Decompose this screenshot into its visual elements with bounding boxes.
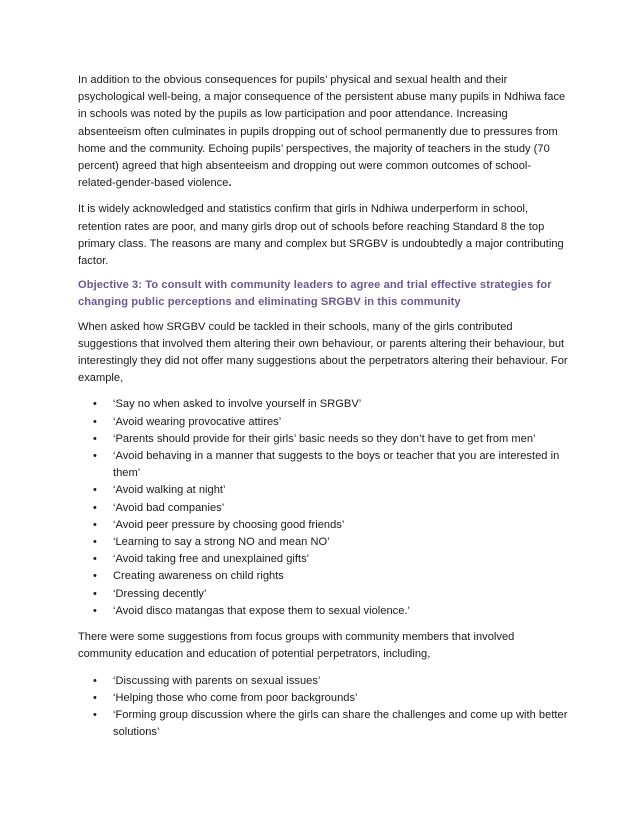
list-item-text: ‘Helping those who come from poor backgrounds’	[113, 691, 358, 704]
bullet-icon: •	[93, 708, 97, 721]
bullet-icon: •	[93, 432, 97, 445]
list-item	[78, 396, 568, 413]
bullet-icon: •	[93, 674, 97, 687]
bullet-icon: •	[93, 604, 97, 617]
list-item	[78, 500, 568, 517]
list-item-text: ‘Avoid disco matangas that expose them to sexual violence.’	[113, 604, 410, 617]
paragraph-consequences-text: In addition to the obvious consequences for pupils’ physical and sexual health and their psychological well-being, a major consequence of the persistent abuse many pupils in Ndhiwa face in schools was noted by the pupils as low participation and poor attendance. Increasing absenteeism often culminates in pupils dropping out of school permanently due to pressures from home and the community. Echoing pupils’ perspectives, the majority of teachers in the study (70 percent) agreed that high absenteeism and dropping out were common outcomes of school-related-gender-based violence	[78, 74, 566, 190]
paragraph-consequences-end: .	[228, 177, 232, 190]
list-item-text: ‘Avoid taking free and unexplained gifts’	[113, 553, 310, 566]
bullet-icon: •	[93, 536, 97, 549]
list-item	[78, 690, 568, 707]
paragraph-consequences	[78, 72, 568, 192]
bullet-icon: •	[93, 691, 97, 704]
girls-suggestions-list	[78, 396, 568, 620]
list-item	[78, 673, 568, 690]
bullet-icon: •	[93, 570, 97, 583]
bullet-icon: •	[93, 587, 97, 600]
list-item-text: ‘Avoid behaving in a manner that suggests to the boys or teacher that you are interested in them’	[113, 450, 560, 480]
bullet-icon: •	[93, 553, 97, 566]
list-item-text: ‘Avoid peer pressure by choosing good friends’	[113, 518, 345, 531]
list-item	[78, 431, 568, 448]
paragraph-underperformance: It is widely acknowledged and statistics confirm that girls in Ndhiwa underperform in school, retention rates are poor, and many girls drop out of schools before reaching Standard 8 the top primary class. The reasons are many and complex but SRGBV is undoubtedly a major contributing factor.	[78, 203, 564, 268]
paragraph-girls-suggestions-intro: When asked how SRGBV could be tackled in their schools, many of the girls contributed suggestions that involved them altering their own behaviour, or parents altering their behaviour, but interestingly they did not offer many suggestions about the perpetrators altering their behaviour. For example,	[78, 320, 568, 385]
document-page	[78, 72, 568, 750]
list-item	[78, 707, 568, 741]
list-item-text: ‘Discussing with parents on sexual issues’	[113, 674, 321, 687]
list-item	[78, 534, 568, 551]
bullet-icon: •	[93, 518, 97, 531]
list-item-text: ‘Parents should provide for their girls’ basic needs so they don’t have to get from men’	[113, 432, 536, 445]
list-item-text: ‘Say no when asked to involve yourself in SRGBV’	[113, 398, 362, 411]
list-item	[78, 482, 568, 499]
list-item-text: ‘Avoid wearing provocative attires’	[113, 415, 282, 428]
list-item	[78, 448, 568, 482]
list-item-text: ‘Avoid bad companies’	[113, 501, 225, 514]
bullet-icon: •	[93, 398, 97, 411]
community-suggestions-list	[78, 673, 568, 742]
list-item	[78, 551, 568, 568]
list-item-text: Creating awareness on child rights	[113, 570, 284, 583]
list-item	[78, 603, 568, 620]
list-item-text: ‘Learning to say a strong NO and mean NO’	[113, 536, 330, 549]
list-item	[78, 568, 568, 585]
bullet-icon: •	[93, 501, 97, 514]
list-item-text: ‘Forming group discussion where the girls can share the challenges and come up with better solutions’	[113, 708, 568, 739]
bullet-icon: •	[93, 415, 97, 428]
list-item	[78, 517, 568, 534]
list-item	[78, 586, 568, 603]
list-item-text: ‘Dressing decently’	[113, 587, 207, 600]
bullet-icon: •	[93, 450, 97, 463]
list-item	[78, 414, 568, 431]
bullet-icon: •	[93, 484, 97, 497]
paragraph-community-intro: There were some suggestions from focus groups with community members that involved community education and education of potential perpetrators, including,	[78, 631, 515, 661]
objective-heading: Objective 3: To consult with community leaders to agree and trial effective strategies for changing public perceptions and eliminating SRGBV in this community	[78, 279, 552, 309]
list-item-text: ‘Avoid walking at night’	[113, 484, 226, 497]
